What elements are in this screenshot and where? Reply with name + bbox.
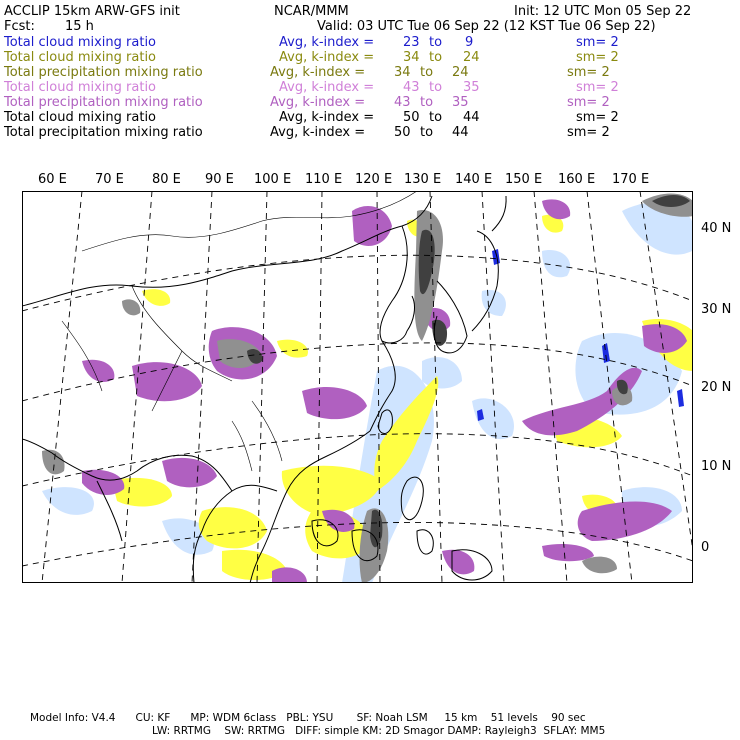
legend-smoothing: sm= 2 [576, 35, 619, 50]
legend-stat: Avg, k-index = [279, 80, 375, 95]
legend-field: Total precipitation mixing ratio [4, 125, 203, 140]
legend-to: to [429, 80, 443, 95]
valid-time: Valid: 03 UTC Tue 06 Sep 22 (12 KST Tue 06 Sep 22) [317, 19, 656, 34]
legend-smoothing: sm= 2 [567, 65, 610, 80]
legend-field: Total cloud mixing ratio [4, 35, 157, 50]
legend-smoothing: sm= 2 [576, 80, 619, 95]
lon-label: 80 E [152, 172, 181, 187]
legend-k-end: 35 [463, 80, 480, 95]
legend-to: to [420, 125, 434, 140]
legend-field: Total cloud mixing ratio [4, 50, 157, 65]
legend-k-end: 44 [463, 110, 480, 125]
legend-k-end: 35 [452, 95, 469, 110]
legend-k-start: 34 [394, 65, 411, 80]
legend-k-start: 50 [403, 110, 420, 125]
legend-k-start: 50 [394, 125, 411, 140]
lon-label: 70 E [95, 172, 124, 187]
model-info-line2: LW: RRTMG SW: RRTMG DIFF: simple KM: 2D Smagor DAMP: Rayleigh3 SFLAY: MM5 [152, 725, 606, 737]
legend-k-end: 24 [463, 50, 480, 65]
legend-stat: Avg, k-index = [279, 110, 375, 125]
legend-k-start: 34 [403, 50, 420, 65]
lat-label: 10 N [701, 459, 732, 474]
legend-smoothing: sm= 2 [576, 110, 619, 125]
legend-k-end: 9 [465, 35, 474, 50]
forecast-label: Fcst: [4, 19, 35, 34]
legend-field: Total precipitation mixing ratio [4, 95, 203, 110]
legend-k-end: 24 [452, 65, 469, 80]
legend-smoothing: sm= 2 [567, 95, 610, 110]
legend-to: to [420, 65, 434, 80]
forecast-hour: 15 h [65, 19, 94, 34]
legend-to: to [429, 110, 443, 125]
legend-k-start: 23 [403, 35, 420, 50]
center-label: NCAR/MMM [274, 4, 349, 19]
legend-stat: Avg, k-index = [270, 125, 366, 140]
lon-label: 120 E [355, 172, 393, 187]
legend-k-end: 44 [452, 125, 469, 140]
lat-label: 30 N [701, 302, 732, 317]
lat-label: 0 [701, 540, 710, 555]
legend-stat: Avg, k-index = [270, 65, 366, 80]
lat-label: 40 N [701, 221, 732, 236]
lon-label: 160 E [558, 172, 596, 187]
legend-field: Total cloud mixing ratio [4, 80, 157, 95]
legend-to: to [429, 35, 443, 50]
model-title: ACCLIP 15km ARW-GFS init [4, 4, 180, 19]
legend-smoothing: sm= 2 [567, 125, 610, 140]
lon-label: 60 E [38, 172, 67, 187]
model-info-line1: Model Info: V4.4 CU: KF MP: WDM 6class PBL: YSU SF: Noah LSM 15 km 51 levels 90 sec [30, 712, 586, 724]
lon-label: 130 E [404, 172, 442, 187]
legend-stat: Avg, k-index = [279, 35, 375, 50]
legend-k-start: 43 [403, 80, 420, 95]
lon-label: 90 E [205, 172, 234, 187]
legend-k-start: 43 [394, 95, 411, 110]
legend-to: to [429, 50, 443, 65]
lat-label: 20 N [701, 380, 732, 395]
lon-label: 150 E [505, 172, 543, 187]
legend-stat: Avg, k-index = [279, 50, 375, 65]
legend-smoothing: sm= 2 [576, 50, 619, 65]
legend-to: to [420, 95, 434, 110]
map-panel [22, 191, 693, 583]
lon-label: 110 E [305, 172, 343, 187]
lon-label: 100 E [254, 172, 292, 187]
lon-label: 140 E [455, 172, 493, 187]
legend-field: Total cloud mixing ratio [4, 110, 157, 125]
lon-label: 170 E [612, 172, 650, 187]
init-time: Init: 12 UTC Mon 05 Sep 22 [514, 4, 692, 19]
legend-stat: Avg, k-index = [270, 95, 366, 110]
legend-field: Total precipitation mixing ratio [4, 65, 203, 80]
